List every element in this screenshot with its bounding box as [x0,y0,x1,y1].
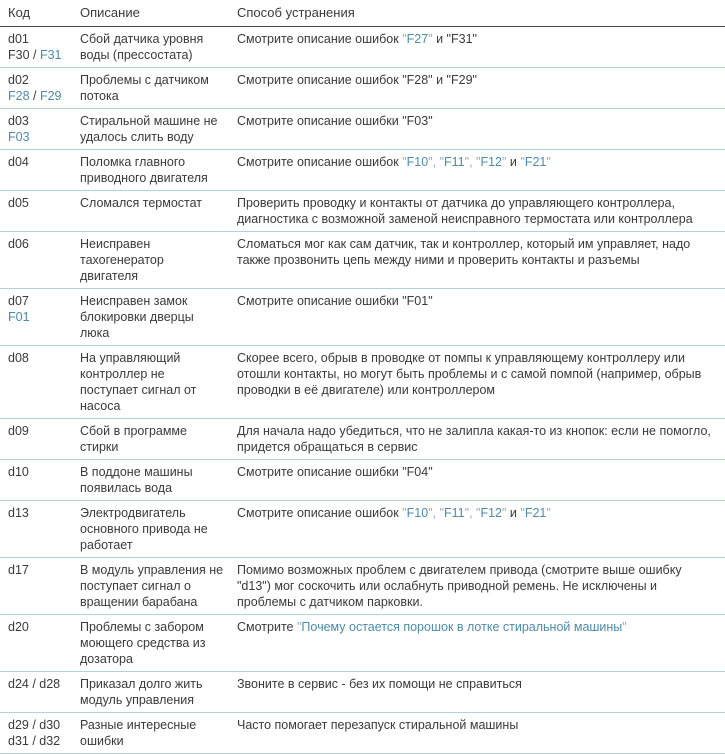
table-row [0,150,725,191]
header-row [0,0,725,27]
text-segment: ", " [428,506,445,520]
description-cell: Приказал долго жить модуль управления [80,672,237,713]
cure-cell [237,191,725,232]
cure-cell [237,672,725,713]
text-segment: " [428,32,433,46]
text-segment: Проверить проводку и контакты от датчика до управляющего контроллера, диагностика с возможной заменой неисправного термостата или контроллера [237,196,693,226]
table-row [0,615,725,672]
cure-cell [237,150,725,191]
table-row [0,558,725,615]
cure-cell [237,109,725,150]
code-cell [0,289,80,346]
error-code-link[interactable]: F03 [8,130,30,144]
table-body [0,27,725,754]
code-line [8,464,74,480]
code-line [8,676,74,692]
table-row [0,713,725,754]
article-link[interactable]: Почему остается порошок в лотке стиральной машины [301,620,623,634]
cure-cell [237,232,725,289]
code-line [8,309,74,325]
text-segment: Часто помогает перезапуск стиральной машины [237,718,519,732]
error-code-link[interactable]: F29 [39,89,62,103]
cure-cell [237,501,725,558]
text-segment: Смотрите описание ошибки "F04" [237,465,433,479]
text-segment: Смотрите описание ошибки "F03" [237,114,433,128]
text-segment: " [520,506,525,520]
text-segment: d17 [8,563,29,577]
code-line [8,88,74,104]
text-segment: d20 [8,620,29,634]
description-cell: Проблемы с забором моющего средства из дозатора [80,615,237,672]
code-cell [0,109,80,150]
code-cell [0,27,80,68]
code-line [8,293,74,309]
description-cell: Неисправен тахогенератор двигателя [80,232,237,289]
code-line [8,129,74,145]
description-cell: В модуль управления не поступает сигнал о вращении барабана [80,558,237,615]
description-cell: Разные интересные ошибки [80,713,237,754]
text-segment: Смотрите [237,620,297,634]
text-segment: d05 [8,196,29,210]
cure-cell [237,615,725,672]
text-segment: " [402,32,407,46]
description-cell: Сбой датчика уровня воды (прессостата) [80,27,237,68]
text-segment: d08 [8,351,29,365]
text-segment: и [506,506,521,520]
table-header [0,0,725,27]
code-line [8,236,74,252]
column-header-code: Код [0,0,80,27]
error-code-link[interactable]: F31 [39,48,62,62]
code-line [8,195,74,211]
text-segment: d03 [8,114,29,128]
table-row [0,109,725,150]
text-segment: Помимо возможных проблем с двигателем привода (смотрите выше ошибку "d13") мог соскочить или ослабнуть приводной ремень. Не исключены и проблемы с датчиком парковки. [237,563,682,609]
description-cell: В поддоне машины появилась вода [80,460,237,501]
text-segment: Сломаться мог как сам датчик, так и контроллер, который им управляет, надо также прозвонить цепь между ними и проверить контакты и разъемы [237,237,691,267]
text-segment: Смотрите описание ошибки "F01" [237,294,433,308]
description-cell: Электродвигатель основного привода не работает [80,501,237,558]
text-segment: Смотрите описание ошибок "F28" и "F29" [237,73,477,87]
code-cell [0,68,80,109]
code-cell [0,419,80,460]
error-code-link[interactable]: F27 [406,32,429,46]
cure-cell [237,68,725,109]
text-segment: d06 [8,237,29,251]
text-segment: ", " [428,155,445,169]
description-cell: Стиральной машине не удалось слить воду [80,109,237,150]
error-code-link[interactable]: F12 [480,506,503,520]
table-row [0,27,725,68]
table-row [0,289,725,346]
error-code-link[interactable]: F21 [524,506,547,520]
description-cell: Сломался термостат [80,191,237,232]
text-segment: ", " [464,506,481,520]
text-segment: Смотрите описание ошибок [237,506,403,520]
cure-cell [237,558,725,615]
text-segment: / [29,89,40,103]
error-code-link[interactable]: F12 [480,155,503,169]
code-cell [0,191,80,232]
text-segment: d13 [8,506,29,520]
column-header-cure: Способ устранения [237,0,725,27]
table-row [0,232,725,289]
text-segment: d24 / d28 [8,677,61,691]
code-line [8,423,74,439]
cure-cell [237,289,725,346]
cure-cell [237,419,725,460]
code-cell [0,501,80,558]
text-segment: Звоните в сервис - без их помощи не справиться [237,677,522,691]
text-segment: d02 [8,73,29,87]
text-segment: d29 / d30 [8,718,61,732]
text-segment: " [546,155,551,169]
code-cell [0,150,80,191]
code-line [8,154,74,170]
table-row [0,419,725,460]
description-cell: Проблемы с датчиком потока [80,68,237,109]
text-segment: d09 [8,424,29,438]
text-segment: и [506,155,521,169]
code-line [8,619,74,635]
text-segment: " [622,620,627,634]
code-line [8,72,74,88]
table-row [0,191,725,232]
error-code-link[interactable]: F28 [8,89,30,103]
table-row [0,501,725,558]
description-cell: Неисправен замок блокировки дверцы люка [80,289,237,346]
code-cell [0,346,80,419]
text-segment: d01 [8,32,29,46]
cure-cell [237,460,725,501]
code-cell [0,672,80,713]
text-segment: d31 / d32 [8,734,61,748]
code-line [8,350,74,366]
column-header-description: Описание [80,0,237,27]
text-segment: Смотрите описание ошибок [237,155,403,169]
text-segment: d10 [8,465,29,479]
cure-cell [237,346,725,419]
code-line [8,31,74,47]
error-code-link[interactable]: F11 [444,506,465,520]
code-line [8,505,74,521]
error-code-link[interactable]: F11 [444,155,465,169]
text-segment: d07 [8,294,29,308]
table-row [0,672,725,713]
error-code-link[interactable]: F10 [406,155,429,169]
error-code-link[interactable]: F01 [8,310,30,324]
code-line [8,47,74,63]
text-segment: " [402,506,407,520]
cure-cell [237,27,725,68]
cure-cell [237,713,725,754]
text-segment: Скорее всего, обрыв в проводке от помпы к управляющему контроллеру или отошли контакты, но могут быть проблемы и с самой помпой (например, обрыв проводки в её двигателе) или контроллером [237,351,702,397]
code-line [8,717,74,733]
text-segment: " [402,155,407,169]
table-row [0,346,725,419]
text-segment: " [296,620,302,634]
text-segment: " [546,506,551,520]
code-cell [0,713,80,754]
code-line [8,113,74,129]
text-segment: " [502,155,507,169]
text-segment: d04 [8,155,29,169]
code-line [8,733,74,749]
text-segment: F30 / [8,48,40,62]
text-segment: и "F31" [432,32,477,46]
text-segment: ", " [464,155,481,169]
code-cell [0,460,80,501]
error-code-link[interactable]: F10 [406,506,429,520]
text-segment: " [502,506,507,520]
description-cell: Сбой в программе стирки [80,419,237,460]
text-segment: " [520,155,525,169]
error-code-link[interactable]: F21 [524,155,547,169]
text-segment: Смотрите описание ошибок [237,32,403,46]
description-cell: Поломка главного приводного двигателя [80,150,237,191]
text-segment: Для начала надо убедиться, что не залипла какая-то из кнопок: если не помогло, придется обращаться в сервис [237,424,711,454]
description-cell: На управляющий контроллер не поступает сигнал от насоса [80,346,237,419]
code-line [8,562,74,578]
table-row [0,460,725,501]
code-cell [0,558,80,615]
table-row [0,68,725,109]
code-cell [0,232,80,289]
code-cell [0,615,80,672]
